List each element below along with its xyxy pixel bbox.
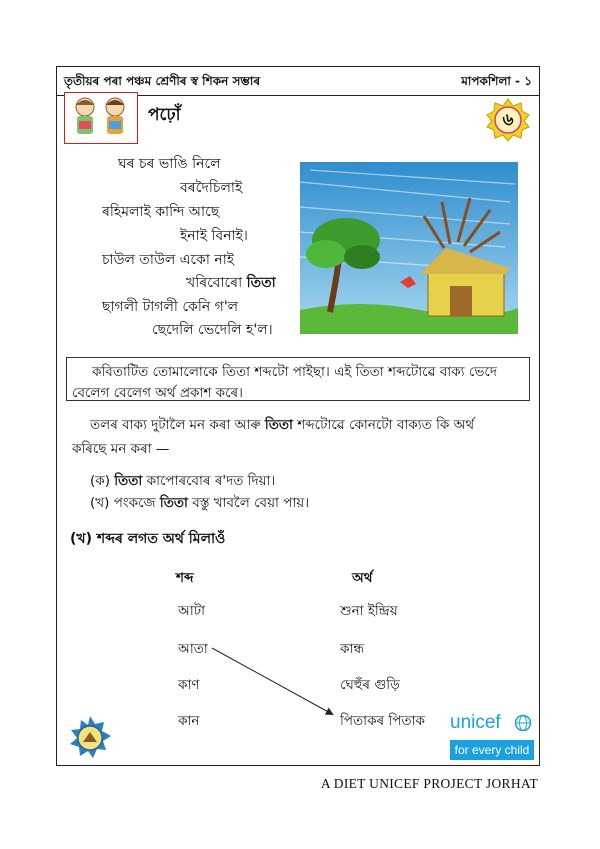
poem-line: বৰদৈচিলাই	[180, 180, 243, 196]
poem-line: ছেদেলি ভেদেলি হ'ল।	[152, 322, 273, 338]
poem-line: ছাগলী টাগলী কেনি গ'ল	[102, 299, 239, 315]
poem-line: ৰহিমলাই কান্দি আছে	[102, 204, 220, 220]
lesson-title: পঢ়োঁ	[148, 105, 181, 125]
highlight-word: তিতা	[246, 275, 276, 291]
lesson-number: ৬	[502, 110, 514, 130]
meaning-column-header: অৰ্থ	[352, 570, 373, 586]
match-word[interactable]: আটা	[178, 603, 206, 619]
paragraph-line	[90, 414, 474, 437]
highlight-word: তিতা	[159, 495, 188, 511]
match-meaning[interactable]: শুনা ইন্দ্ৰিয়	[340, 603, 398, 619]
match-word[interactable]: কাণ	[178, 677, 200, 693]
diet-emblem	[66, 714, 114, 762]
highlight-word: তিতা	[264, 417, 293, 433]
paragraph-text: তলৰ বাক্য দুটালৈ মন কৰা আৰু	[90, 417, 265, 433]
matching-heading: (খ) শব্দৰ লগত অৰ্থ মিলাওঁ	[70, 531, 226, 547]
paragraph-line: কৰিছে মন কৰা —	[72, 441, 170, 457]
instruction-text: বেলেগ বেলেগ অৰ্থ প্ৰকাশ কৰে।	[72, 385, 243, 401]
project-footer: A DIET UNICEF PROJECT JORHAT	[320, 776, 538, 791]
example-sentence	[90, 470, 275, 493]
unicef-tagline: for every child	[450, 740, 534, 760]
match-meaning[interactable]: কান্ধ	[340, 641, 365, 657]
match-meaning[interactable]: ঘেহুঁৰ গুড়ি	[340, 677, 400, 693]
lesson-number-badge	[486, 98, 530, 142]
paragraph-text: শব্দটোৱে কোনটো বাক্যত কি অৰ্থ	[292, 417, 475, 433]
level-label: মাপকশিলা - ১	[461, 74, 532, 88]
word-column-header: শব্দ	[176, 570, 194, 586]
poem-line: চাউল তাউল একো নাই	[102, 252, 235, 268]
example-label: (ক)	[90, 473, 115, 489]
poem-line: ইনাই বিনাই।	[180, 228, 248, 244]
example-text: বস্তু খাবলৈ বেয়া পায়।	[187, 495, 310, 511]
unicef-logo	[450, 712, 534, 764]
match-word[interactable]: কান	[178, 713, 200, 729]
poem-line-text: খৰিবোৰো	[186, 275, 243, 291]
instruction-text: কবিতাটিত তোমালোকে তিতা শব্দটো পাইছা। এই তিতা শব্দটোৱে বাক্য ভেদে	[92, 364, 497, 380]
series-title: তৃতীয়ৰ পৰা পঞ্চম শ্ৰেণীৰ স্ব শিকন সম্ভাৰ	[64, 74, 261, 88]
unicef-wordmark: unicef	[450, 712, 501, 733]
storm-illustration	[300, 162, 518, 334]
match-word[interactable]: আতা	[178, 641, 208, 657]
example-sentence	[90, 492, 309, 515]
poem-line	[186, 271, 276, 295]
match-meaning[interactable]: পিতাকৰ পিতাক	[340, 713, 425, 729]
example-text: কাপোৰবোৰ ৰ'দত দিয়া।	[142, 473, 276, 489]
poem-line: ঘৰ চৰ ভাঙি নিলে	[118, 156, 221, 172]
highlight-word: তিতা	[114, 473, 143, 489]
reading-children-illustration	[64, 92, 138, 144]
example-label: (খ) পংকজে	[90, 495, 160, 511]
globe-icon	[514, 714, 532, 736]
